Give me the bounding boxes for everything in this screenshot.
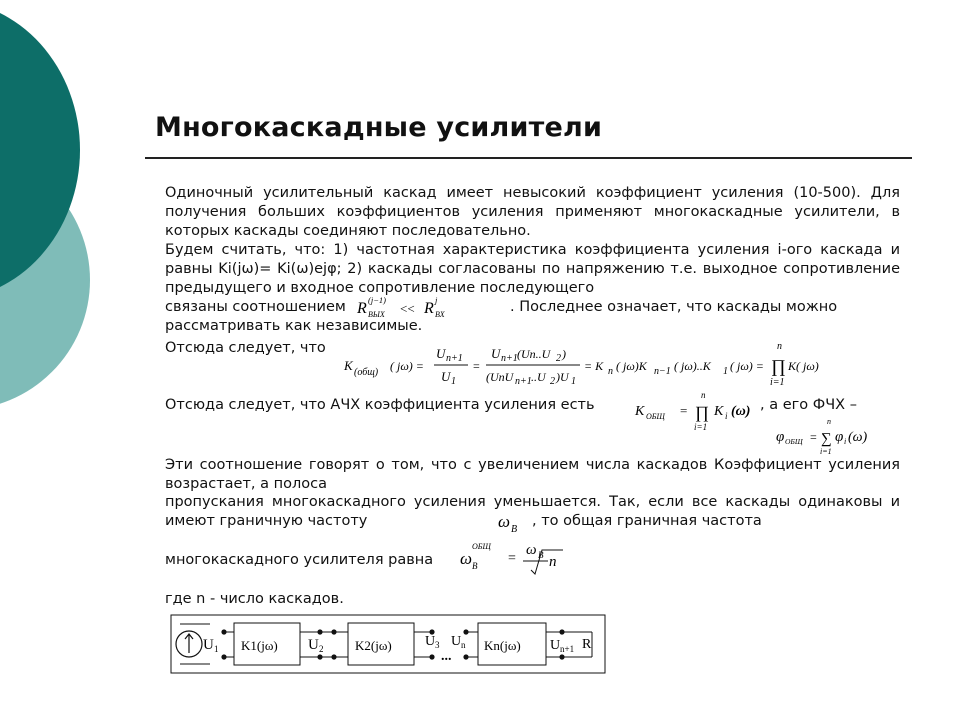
label-u1: U [203,637,214,653]
page-title: Многокаскадные усилители [155,112,603,143]
formula-total-gain [340,338,840,390]
svg-text:(UnU: (UnU [486,370,514,384]
svg-text:φ: φ [835,429,844,445]
svg-text:i: i [725,411,728,421]
svg-text:=: = [680,403,688,418]
svg-text:(ω): (ω) [731,404,751,419]
svg-text:B: B [472,561,478,571]
ratio-lhs-sup: (j−1) [368,295,387,305]
svg-text:ω: ω [460,549,473,568]
svg-text:n: n [608,366,613,377]
svg-text:..U: ..U [531,370,546,384]
svg-text:B: B [538,550,544,560]
label-kn: Kn(jω) [484,638,521,653]
ratio-rhs: R [424,300,434,317]
svg-text:n+1: n+1 [501,353,518,364]
svg-text:( jω)..K: ( jω)..K [674,359,711,373]
svg-text:n: n [549,554,557,570]
text-otsuda-2: Отсюда следует, что АЧХ коэффициента усиления есть [165,397,595,413]
label-un: U [451,634,462,649]
svg-text:2: 2 [550,376,555,387]
svg-text:(Un..U: (Un..U [517,347,551,361]
formula-phase [772,414,882,460]
svg-text:n+1: n+1 [560,644,575,654]
svg-text:ОБЩ: ОБЩ [472,542,491,551]
label-u3: U [425,634,436,649]
ratio-lhs-sub: ВЫХ [368,310,385,319]
svg-text:1: 1 [214,644,219,654]
svg-text:): ) [562,347,566,361]
svg-text:n: n [777,341,782,352]
svg-text:n: n [701,390,706,400]
svg-text:U: U [436,346,446,361]
paragraph-bandwidth: пропускания многокаскадного усиления уменьшается. Так, если все каскады одинаковы и имеют граничную частоту [165,494,900,529]
svg-text:ОБЩ: ОБЩ [646,412,665,421]
svg-text:2: 2 [319,644,324,654]
svg-text:U: U [491,346,501,361]
svg-text:B: B [511,524,518,535]
paragraph-assumptions: Будем считать, что: 1) частотная характеристика коэффициента усиления i-ого каскада и равны Ki(jω)= Ki(ω)ejφ; 2) каскады согласованы по напряжению т.е. выходное сопротивление предыдущего и входное сопротивление последующего [165,242,900,296]
svg-text:=: = [508,551,516,566]
svg-text:1: 1 [723,366,728,377]
svg-text:n: n [461,640,466,650]
ratio-op: << [400,301,415,316]
svg-text:1: 1 [571,376,576,387]
svg-text:= K: = K [584,359,604,373]
svg-text:∏: ∏ [695,403,709,422]
svg-text:n−1: n−1 [654,366,671,377]
svg-text:∑: ∑ [821,431,832,447]
formula-amplitude [633,386,763,434]
svg-text:1: 1 [451,376,456,387]
svg-text:K: K [344,358,353,373]
paragraph-where-n: где n - число каскадов. [165,591,344,607]
text-phase-separator: , а его ФЧХ – [760,397,857,413]
paragraph-assumptions-line5: рассматривать как независимые. [165,318,423,334]
svg-text:(общ): (общ) [354,367,379,378]
svg-text:ОБЩ: ОБЩ [785,437,803,446]
svg-text:2: 2 [556,353,561,364]
svg-text:3: 3 [435,640,440,650]
formula-omega-b [496,508,530,536]
label-u2: U [308,637,319,653]
svg-text:ω: ω [498,512,511,531]
svg-text:φ: φ [776,429,785,445]
title-divider [145,157,912,159]
label-dots: ... [441,649,452,664]
svg-text:∏: ∏ [771,356,786,376]
label-r: R [582,637,592,652]
svg-text:n+1: n+1 [446,353,463,364]
svg-text:(ω): (ω) [848,430,868,445]
svg-text:)U: )U [556,370,569,384]
paragraph-assumptions-line4-end: . Последнее означает, что каскады можно [510,299,838,315]
svg-text:n+1: n+1 [515,376,532,387]
paragraph-intro: Одиночный усилительный каскад имеет невысокий коэффициент усиления (10-500). Для получения больших коэффициентов усиления применяют многокаскадные усилители, в которых каскады соединяют последовательно. [165,185,900,239]
svg-text:i=1: i=1 [820,447,832,456]
svg-text:( jω) =: ( jω) = [730,359,764,373]
paragraph-consequence: Эти соотношение говорят о том, что с увеличением числа каскадов Коэффициент усиления возрастает, а полоса [165,457,900,492]
svg-text:=: = [473,359,480,373]
ratio-rhs-sup: j [435,295,438,305]
label-k2: K2(jω) [355,638,392,653]
svg-text:K( jω): K( jω) [788,359,819,373]
formula-resistance-ratio [355,292,455,320]
svg-text:i: i [844,437,847,446]
svg-text:=: = [810,430,817,444]
ratio-rhs-sub: ВХ [435,310,445,319]
svg-text:( jω) =: ( jω) = [390,359,424,373]
paragraph-total-frequency: многокаскадного усилителя равна [165,552,434,568]
svg-text:U: U [441,369,451,384]
svg-text:i=1: i=1 [770,377,785,388]
label-k1: K1(jω) [241,638,278,653]
svg-text:K: K [714,404,724,419]
text-otsuda-1: Отсюда следует, что [165,340,326,356]
svg-text:ω: ω [526,542,537,558]
svg-text:K: K [635,404,645,419]
svg-text:n: n [827,417,831,426]
circuit-diagram [170,614,610,676]
svg-text:( jω)K: ( jω)K [616,359,647,373]
svg-text:i=1: i=1 [694,422,708,432]
paragraph-assumptions-line4-start: связаны соотношением [165,299,346,315]
ratio-lhs: R [357,300,367,317]
label-un1: U [550,638,561,653]
formula-omega-total [458,538,578,584]
paragraph-bandwidth-end: , то общая граничная частота [532,513,762,529]
